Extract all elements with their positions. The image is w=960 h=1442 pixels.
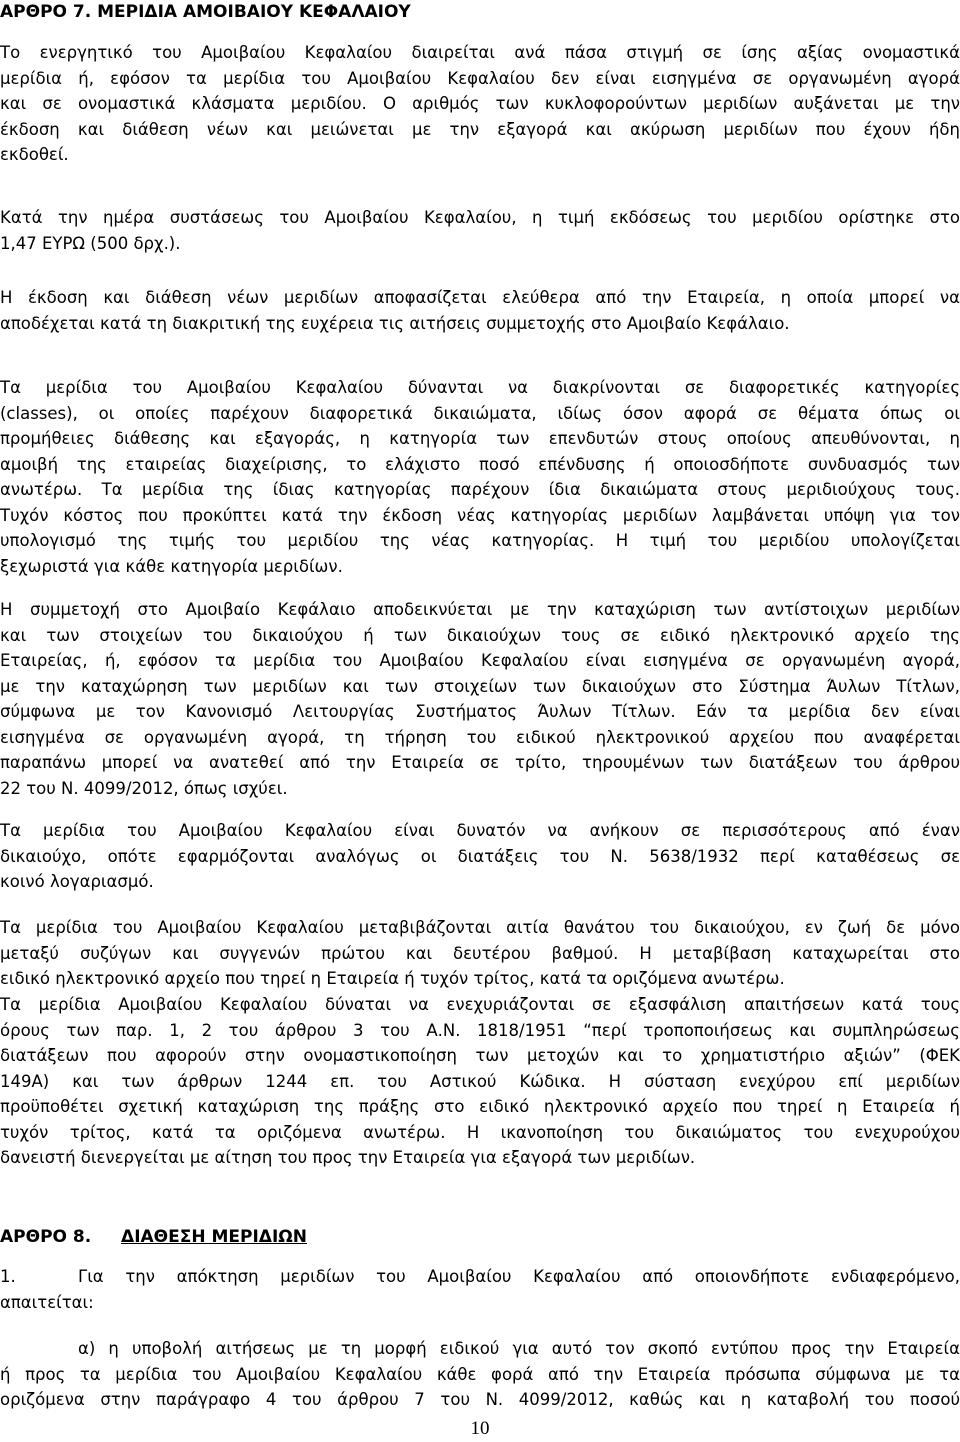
- article7-paragraph-2: Κατά την ημέρα συστάσεως του Αμοιβαίου Κεφαλαίου, η τιμή εκδόσεως του μεριδίου ορίστηκε στο 1,47 ΕΥΡΩ (500 δρχ.).: [0, 208, 960, 253]
- article7-paragraph-7: Τα μερίδια του Αμοιβαίου Κεφαλαίου μεταβιβάζονται αιτία θανάτου του δικαιούχου, εν ζωή δε μόνο μεταξύ συζύγων και συγγενών πρώτου και δευτέρου βαθμού. Η μεταβίβαση καταχωρείται στο ειδικό ηλεκτρονικό αρχείο που τηρεί η Εταιρεία ή τυχόν τρίτος, κατά τα οριζόμενα ανωτέρω.: [0, 918, 960, 988]
- article7-paragraph-6: Τα μερίδια του Αμοιβαίου Κεφαλαίου είναι δυνατόν να ανήκουν σε περισσότερους από έναν δικαιούχο, οπότε εφαρμόζονται αναλόγως οι διατάξεις του Ν. 5638/1932 περί καταθέσεως σε κοινό λογαριασμό.: [0, 821, 960, 891]
- article7-paragraph-4: Τα μερίδια του Αμοιβαίου Κεφαλαίου δύνανται να διακρίνονται σε διαφορετικές κατηγορίες (classes), οι οποίες παρέχουν διαφορετικά δικαιώματα, ιδίως όσον αφορά σε θέματα όπως οι προμήθειες διάθεσης και εξαγοράς, η κατηγορία των επενδυτών στους οποίους απευθύνονται, η αμοιβή της εταιρείας διαχείρισης, το ελάχιστο ποσό επένδυσης ή οποιοσδήποτε συνδυασμός των ανωτέρω. Τα μερίδια της ίδιας κατηγορίας παρέχουν ίδια δικαιώματα στους μεριδιούχους τους. Τυχόν κόστος που προκύπτει κατά την έκδοση νέας κατηγορίας μεριδίων λαμβάνεται υπόψη για τον υπολογισμό της τιμής του μεριδίου της νέας κατηγορίας. Η τιμή του μεριδίου υπολογίζεται ξεχωριστά για κάθε κατηγορία μεριδίων.: [0, 378, 960, 576]
- article7-paragraph-8: Τα μερίδια Αμοιβαίου Κεφαλαίου δύναται να ενεχυριάζονται σε εξασφάλιση απαιτήσεων κατά τους όρους των παρ. 1, 2 του άρθρου 3 του Α.Ν. 1818/1951 “περί τροποποιήσεως και συμπληρώσεως διατάξεων που αφορούν στην ονομαστικοποίηση των μετοχών και το χρηματιστήριο αξιών” (ΦΕΚ 149Α) και των άρθρων 1244 επ. του Αστικού Κώδικα. Η σύσταση ενεχύρου επί μεριδίων προϋποθέτει σχετική καταχώριση της πράξης στο ειδικό ηλεκτρονικό αρχείο που τηρεί η Εταιρεία ή τυχόν τρίτος, κατά τα οριζόμενα ανωτέρω. Η ικανοποίηση του δικαιώματος του ενεχυρούχου δανειστή διενεργείται με αίτηση του προς την Εταιρεία για εξαγορά των μεριδίων.: [0, 995, 960, 1167]
- article8-heading: [0, 1225, 960, 1251]
- article8-heading-title: ΔΙΑΘΕΣΗ ΜΕΡΙΔΙΩΝ: [121, 1227, 307, 1247]
- page-number: 10: [470, 1418, 490, 1439]
- article7-paragraph-3: Η έκδοση και διάθεση νέων μεριδίων αποφασίζεται ελεύθερα από την Εταιρεία, η οποία μπορεί να αποδέχεται κατά τη διακριτική της ευχέρεια τις αιτήσεις συμμετοχής στο Αμοιβαίο Κεφάλαιο.: [0, 288, 960, 333]
- article7-paragraph-5: Η συμμετοχή στο Αμοιβαίο Κεφάλαιο αποδεικνύεται με την καταχώριση των αντίστοιχων μεριδίων και των στοιχείων του δικαιούχου ή των δικαιούχων τους σε ειδικό ηλεκτρονικό αρχείο της Εταιρείας, ή, εφόσον τα μερίδια του Αμοιβαίου Κεφαλαίου είναι εισηγμένα σε οργανωμένη αγορά, με την καταχώρηση των μεριδίων και των στοιχείων των δικαιούχων στο Σύστημα Άυλων Τίτλων, σύμφωνα με τον Κανονισμό Λειτουργίας Συστήματος Άυλων Τίτλων. Εάν τα μερίδια δεν είναι εισηγμένα σε οργανωμένη αγορά, τη τήρηση του ειδικού ηλεκτρονικού αρχείου που αναφέρεται παραπάνω μπορεί να ανατεθεί από την Εταιρεία σε τρίτο, τηρουμένων των διατάξεων του άρθρου 22 του Ν. 4099/2012, όπως ισχύει.: [0, 600, 960, 798]
- article8-item-1: 1. Για την απόκτηση μεριδίων του Αμοιβαίου Κεφαλαίου από οποιονδήποτε ενδιαφερόμενο, απαιτείται:: [0, 1264, 960, 1315]
- article7-heading: ΑΡΘΡΟ 7. ΜΕΡΙΔΙΑ ΑΜΟΙΒΑΙΟΥ ΚΕΦΑΛΑΙΟΥ: [0, 2, 411, 22]
- article8-heading-number: ΑΡΘΡΟ 8.: [0, 1227, 92, 1247]
- article8-item-a: α) η υποβολή αιτήσεως με τη μορφή ειδικού για αυτό τον σκοπό εντύπου προς την Εταιρεία ή προς τα μερίδια του Αμοιβαίου Κεφαλαίου κάθε φορά από την Εταιρεία πρόσωπα σύμφωνα με τα οριζόμενα στην παράγραφο 4 του άρθρου 7 του Ν. 4099/2012, καθώς και η καταβολή του ποσού: [0, 1339, 960, 1409]
- article7-paragraph-1: Το ενεργητικό του Αμοιβαίου Κεφαλαίου διαιρείται ανά πάσα στιγμή σε ίσης αξίας ονομαστικά μερίδια ή, εφόσον τα μερίδια του Αμοιβαίου Κεφαλαίου δεν είναι εισηγμένα σε οργανωμένη αγορά και σε ονομαστικά κλάσματα μεριδίου. Ο αριθμός των κυκλοφορούντων μεριδίων αυξάνεται με την έκδοση και διάθεση νέων και μειώνεται με την εξαγορά και ακύρωση μεριδίων που έχουν ήδη εκδοθεί.: [0, 43, 960, 164]
- item-1-number: 1.: [0, 1267, 16, 1286]
